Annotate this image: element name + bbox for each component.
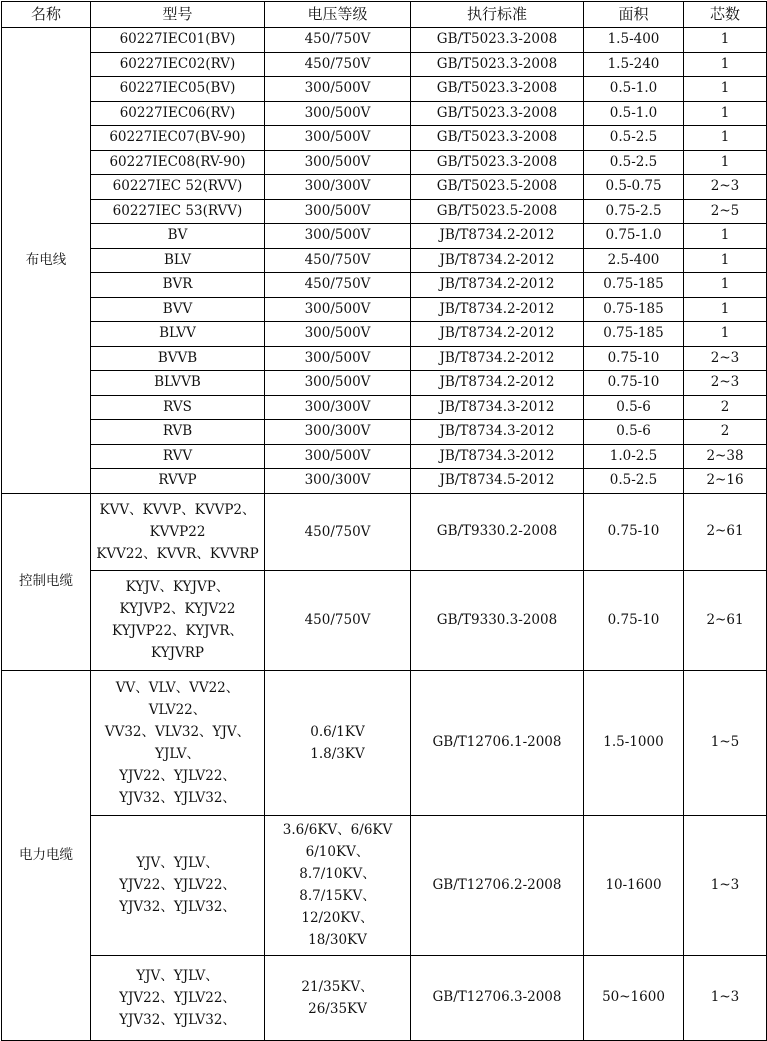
model-cell: 60227IEC02(RV) (91, 52, 265, 77)
voltage-cell: 300/300V (265, 175, 411, 200)
voltage-cell: 300/300V (265, 420, 411, 445)
model-cell: 60227IEC 52(RVV) (91, 175, 265, 200)
header-name: 名称 (2, 2, 91, 28)
model-cell: RVB (91, 420, 265, 445)
table-row (2, 469, 767, 494)
model-cell-line: YJV、YJLV、 (136, 967, 219, 984)
area-cell: 10-1600 (584, 815, 684, 955)
voltage-cell: 300/500V (265, 346, 411, 371)
standard-cell: GB/T12706.1-2008 (411, 670, 584, 815)
area-cell: 0.5-0.75 (584, 175, 684, 200)
standard-cell: GB/T5023.3-2008 (411, 101, 584, 126)
voltage-cell-line: 450/750V (304, 523, 371, 540)
area-cell: 0.75-185 (584, 297, 684, 322)
area-cell: 0.75-1.0 (584, 224, 684, 249)
voltage-cell-line: 1.8/3KV (310, 745, 365, 762)
model-cell (91, 493, 265, 570)
model-cell-line: KYJVP2、KYJV22 (119, 601, 236, 617)
standard-cell: JB/T8734.3-2012 (411, 444, 584, 469)
cores-cell: 1 (684, 322, 767, 347)
model-cell-line: YJV22、YJLV22、 (119, 877, 236, 893)
model-cell-line: VLV22、 (148, 701, 207, 718)
voltage-cell: 300/500V (265, 224, 411, 249)
cores-cell: 2~3 (684, 371, 767, 396)
voltage-cell-line: 8.7/10KV、 (299, 866, 376, 882)
table-row (2, 101, 767, 126)
voltage-cell: 450/750V (265, 273, 411, 298)
table-row (2, 955, 767, 1040)
model-cell: BLV (91, 248, 265, 273)
area-cell: 50~1600 (584, 955, 684, 1040)
standard-cell: JB/T8734.3-2012 (411, 395, 584, 420)
voltage-cell-line: 21/35KV、 (301, 978, 374, 995)
table-row (2, 77, 767, 102)
model-cell: RVS (91, 395, 265, 420)
voltage-cell-line: 450/750V (304, 612, 371, 628)
standard-cell: JB/T8734.2-2012 (411, 322, 584, 347)
standard-cell: GB/T9330.3-2008 (411, 570, 584, 670)
standard-cell: JB/T8734.2-2012 (411, 248, 584, 273)
voltage-cell: 300/300V (265, 469, 411, 494)
area-cell: 0.75-185 (584, 322, 684, 347)
model-cell (91, 955, 265, 1040)
voltage-cell-line: 0.6/1KV (310, 723, 365, 740)
voltage-cell-line: 12/20KV、 (301, 910, 374, 926)
cores-cell: 1 (684, 150, 767, 175)
area-cell: 0.5-1.0 (584, 77, 684, 102)
cable-spec-table (1, 1, 767, 1041)
model-cell: 60227IEC07(BV-90) (91, 126, 265, 151)
table-row (2, 420, 767, 445)
model-cell: 60227IEC01(BV) (91, 28, 265, 53)
cores-cell: 2~61 (684, 493, 767, 570)
model-cell-line: KYJVRP (150, 645, 205, 661)
voltage-cell: 300/500V (265, 199, 411, 224)
model-cell: RVVP (91, 469, 265, 494)
standard-cell: GB/T5023.5-2008 (411, 175, 584, 200)
voltage-cell: 300/300V (265, 395, 411, 420)
table-row (2, 126, 767, 151)
model-cell: BLVVB (91, 371, 265, 396)
area-cell: 0.5-1.0 (584, 101, 684, 126)
model-cell-line: YJV32、YJLV32、 (119, 789, 236, 806)
standard-cell: GB/T5023.3-2008 (411, 150, 584, 175)
area-cell: 1.0-2.5 (584, 444, 684, 469)
table-row (2, 493, 767, 570)
table-row (2, 570, 767, 670)
model-cell-line: KVV22、KVVR、KVVRP (96, 545, 259, 562)
standard-cell: GB/T5023.5-2008 (411, 199, 584, 224)
voltage-cell: 450/750V (265, 52, 411, 77)
voltage-cell: 300/500V (265, 126, 411, 151)
header-voltage: 电压等级 (265, 2, 411, 28)
voltage-cell: 300/500V (265, 371, 411, 396)
standard-cell: GB/T5023.3-2008 (411, 28, 584, 53)
table-row (2, 322, 767, 347)
cores-cell: 1 (684, 28, 767, 53)
voltage-cell-line: 3.6/6KV、6/6KV (282, 822, 393, 838)
model-cell-line: VV32、VLV32、YJV、 (104, 723, 251, 740)
cores-cell: 2~61 (684, 570, 767, 670)
model-cell-line: YJV32、YJLV32、 (119, 1011, 236, 1028)
model-cell: BV (91, 224, 265, 249)
table-row (2, 371, 767, 396)
voltage-cell: 300/500V (265, 322, 411, 347)
model-cell-line: YJV、YJLV、 (136, 855, 219, 871)
model-cell-line: YJV22、YJLV22、 (119, 989, 236, 1006)
standard-cell: JB/T8734.3-2012 (411, 420, 584, 445)
voltage-cell (265, 570, 411, 670)
voltage-cell (265, 955, 411, 1040)
table-row (2, 444, 767, 469)
cores-cell: 1~5 (684, 670, 767, 815)
voltage-cell: 450/750V (265, 28, 411, 53)
model-cell (91, 815, 265, 955)
voltage-cell (265, 493, 411, 570)
area-cell: 0.75-10 (584, 493, 684, 570)
voltage-cell: 300/500V (265, 297, 411, 322)
cores-cell: 1~3 (684, 955, 767, 1040)
model-cell-line: KYJV、KYJVP、 (125, 579, 230, 595)
header-model: 型号 (91, 2, 265, 28)
area-cell: 1.5-400 (584, 28, 684, 53)
area-cell: 0.75-10 (584, 346, 684, 371)
table-row (2, 297, 767, 322)
cores-cell: 1 (684, 248, 767, 273)
area-cell: 0.5-6 (584, 420, 684, 445)
model-cell: BLVV (91, 322, 265, 347)
area-cell: 0.5-2.5 (584, 469, 684, 494)
area-cell: 0.5-6 (584, 395, 684, 420)
area-cell: 0.75-185 (584, 273, 684, 298)
model-cell (91, 670, 265, 815)
table-row (2, 395, 767, 420)
standard-cell: JB/T8734.2-2012 (411, 224, 584, 249)
table-row (2, 199, 767, 224)
table-row (2, 175, 767, 200)
cores-cell: 1 (684, 273, 767, 298)
standard-cell: JB/T8734.2-2012 (411, 273, 584, 298)
cores-cell: 1 (684, 52, 767, 77)
table-row (2, 150, 767, 175)
cores-cell: 2~3 (684, 346, 767, 371)
cores-cell: 1 (684, 126, 767, 151)
category-cell: 布电线 (2, 28, 91, 494)
model-cell: BVVB (91, 346, 265, 371)
area-cell: 0.5-2.5 (584, 150, 684, 175)
voltage-cell-line: 8.7/15KV、 (299, 888, 376, 904)
area-cell: 0.75-10 (584, 371, 684, 396)
model-cell: BVR (91, 273, 265, 298)
model-cell: BVV (91, 297, 265, 322)
standard-cell: GB/T5023.3-2008 (411, 77, 584, 102)
cores-cell: 2~5 (684, 199, 767, 224)
standard-cell: GB/T9330.2-2008 (411, 493, 584, 570)
table-row (2, 815, 767, 955)
voltage-cell: 300/500V (265, 150, 411, 175)
table-row (2, 52, 767, 77)
model-cell-line: KVV、KVVP、KVVP2、 (99, 501, 256, 518)
cores-cell: 1 (684, 297, 767, 322)
header-row (2, 2, 767, 28)
area-cell: 0.75-2.5 (584, 199, 684, 224)
table-row (2, 273, 767, 298)
area-cell: 1.5-1000 (584, 670, 684, 815)
standard-cell: JB/T8734.5-2012 (411, 469, 584, 494)
table-row (2, 28, 767, 53)
voltage-cell: 300/500V (265, 444, 411, 469)
cores-cell: 1 (684, 101, 767, 126)
table-row (2, 248, 767, 273)
cores-cell: 2~16 (684, 469, 767, 494)
voltage-cell (265, 670, 411, 815)
header-area: 面积 (584, 2, 684, 28)
voltage-cell-line: 6/10KV、 (305, 844, 370, 860)
cores-cell: 1 (684, 224, 767, 249)
standard-cell: GB/T12706.3-2008 (411, 955, 584, 1040)
cores-cell: 1 (684, 77, 767, 102)
standard-cell: JB/T8734.2-2012 (411, 297, 584, 322)
voltage-cell: 300/500V (265, 77, 411, 102)
model-cell-line: VV、VLV、VV22、 (115, 679, 240, 696)
category-cell: 电力电缆 (2, 670, 91, 1040)
standard-cell: GB/T5023.3-2008 (411, 52, 584, 77)
voltage-cell: 450/750V (265, 248, 411, 273)
voltage-cell (265, 815, 411, 955)
voltage-cell: 300/500V (265, 101, 411, 126)
area-cell: 1.5-240 (584, 52, 684, 77)
model-cell-line: YJLV、 (155, 745, 200, 762)
model-cell: RVV (91, 444, 265, 469)
model-cell: 60227IEC08(RV-90) (91, 150, 265, 175)
category-cell: 控制电缆 (2, 493, 91, 670)
model-cell: 60227IEC05(BV) (91, 77, 265, 102)
model-cell-line: YJV22、YJLV22、 (119, 767, 236, 784)
header-standard: 执行标准 (411, 2, 584, 28)
cores-cell: 2~38 (684, 444, 767, 469)
header-cores: 芯数 (684, 2, 767, 28)
voltage-cell-line: 26/35KV (308, 1000, 367, 1017)
standard-cell: JB/T8734.2-2012 (411, 371, 584, 396)
table-row (2, 346, 767, 371)
cores-cell: 2~3 (684, 175, 767, 200)
area-cell: 2.5-400 (584, 248, 684, 273)
model-cell-line: KVVP22 (149, 523, 206, 540)
table-row (2, 670, 767, 815)
model-cell-line: YJV32、YJLV32、 (119, 899, 236, 915)
standard-cell: JB/T8734.2-2012 (411, 346, 584, 371)
model-cell: 60227IEC06(RV) (91, 101, 265, 126)
model-cell-line: KYJVP22、KYJVR、 (111, 623, 244, 639)
standard-cell: GB/T5023.3-2008 (411, 126, 584, 151)
cores-cell: 1~3 (684, 815, 767, 955)
cores-cell: 2 (684, 420, 767, 445)
area-cell: 0.5-2.5 (584, 126, 684, 151)
voltage-cell-line: 18/30KV (308, 932, 367, 948)
table-row (2, 224, 767, 249)
area-cell: 0.75-10 (584, 570, 684, 670)
standard-cell: GB/T12706.2-2008 (411, 815, 584, 955)
model-cell (91, 570, 265, 670)
cores-cell: 2 (684, 395, 767, 420)
model-cell: 60227IEC 53(RVV) (91, 199, 265, 224)
